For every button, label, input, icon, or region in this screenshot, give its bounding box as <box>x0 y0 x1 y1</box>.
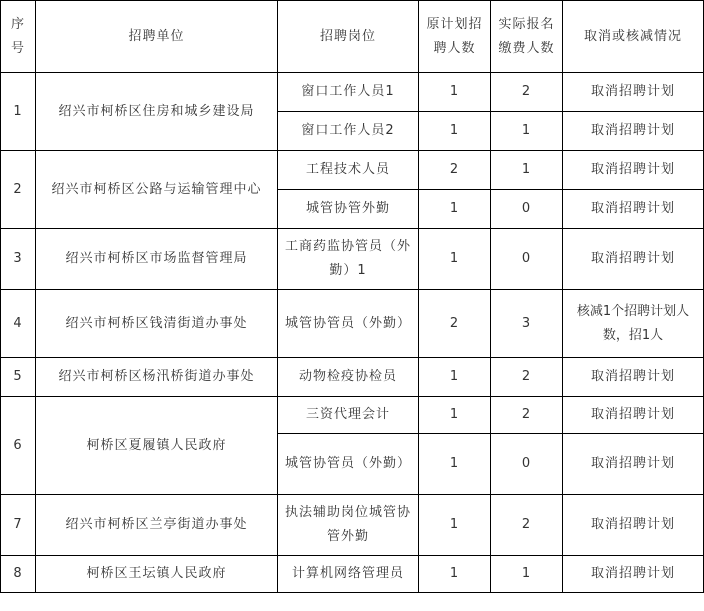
cell-position: 工程技术人员 <box>278 151 419 190</box>
cell-status: 取消招聘计划 <box>563 229 704 290</box>
header-planned: 原计划招聘人数 <box>419 1 491 73</box>
header-unit: 招聘单位 <box>36 1 278 73</box>
cell-actual: 1 <box>491 151 563 190</box>
cell-position: 工商药监协管员（外勤）1 <box>278 229 419 290</box>
cell-actual: 3 <box>491 290 563 358</box>
cell-unit: 绍兴市柯桥区杨汛桥街道办事处 <box>36 358 278 397</box>
cell-status: 核减1个招聘计划人数，招1人 <box>563 290 704 358</box>
cell-seq: 8 <box>1 556 36 593</box>
cell-planned: 1 <box>419 495 491 556</box>
cell-actual: 2 <box>491 495 563 556</box>
cell-status: 取消招聘计划 <box>563 434 704 495</box>
cell-seq: 4 <box>1 290 36 358</box>
table-row <box>1 151 704 190</box>
header-position: 招聘岗位 <box>278 1 419 73</box>
table-row <box>1 358 704 397</box>
cell-unit: 绍兴市柯桥区兰亭街道办事处 <box>36 495 278 556</box>
cell-unit: 柯桥区夏履镇人民政府 <box>36 397 278 495</box>
cell-status: 取消招聘计划 <box>563 556 704 593</box>
cell-planned: 2 <box>419 151 491 190</box>
cell-position: 计算机网络管理员 <box>278 556 419 593</box>
cell-seq: 1 <box>1 73 36 151</box>
cell-planned: 1 <box>419 73 491 112</box>
cell-seq: 2 <box>1 151 36 229</box>
cell-position: 城管协管员（外勤） <box>278 434 419 495</box>
cell-planned: 1 <box>419 556 491 593</box>
cell-unit: 绍兴市柯桥区公路与运输管理中心 <box>36 151 278 229</box>
cell-status: 取消招聘计划 <box>563 358 704 397</box>
table-row <box>1 397 704 434</box>
cell-position: 三资代理会计 <box>278 397 419 434</box>
cell-actual: 1 <box>491 556 563 593</box>
table-row <box>1 73 704 112</box>
cell-status: 取消招聘计划 <box>563 495 704 556</box>
table-row <box>1 290 704 358</box>
cell-actual: 1 <box>491 112 563 151</box>
cell-position: 窗口工作人员1 <box>278 73 419 112</box>
cell-seq: 6 <box>1 397 36 495</box>
cell-position: 城管协管员（外勤） <box>278 290 419 358</box>
cell-actual: 2 <box>491 73 563 112</box>
cell-status: 取消招聘计划 <box>563 151 704 190</box>
cell-planned: 1 <box>419 190 491 229</box>
cell-position: 执法辅助岗位城管协管外勤 <box>278 495 419 556</box>
cell-unit: 柯桥区王坛镇人民政府 <box>36 556 278 593</box>
cell-actual: 0 <box>491 229 563 290</box>
cell-planned: 1 <box>419 229 491 290</box>
header-actual: 实际报名缴费人数 <box>491 1 563 73</box>
table-row <box>1 495 704 556</box>
cell-unit: 绍兴市柯桥区钱清街道办事处 <box>36 290 278 358</box>
cell-actual: 2 <box>491 358 563 397</box>
cell-status: 取消招聘计划 <box>563 190 704 229</box>
cell-actual: 0 <box>491 190 563 229</box>
table-row <box>1 556 704 593</box>
cell-position: 动物检疫协检员 <box>278 358 419 397</box>
cell-status: 取消招聘计划 <box>563 397 704 434</box>
cell-seq: 5 <box>1 358 36 397</box>
cell-unit: 绍兴市柯桥区市场监督管理局 <box>36 229 278 290</box>
cell-actual: 2 <box>491 397 563 434</box>
cell-status: 取消招聘计划 <box>563 112 704 151</box>
table-header-row <box>1 1 704 73</box>
cell-seq: 3 <box>1 229 36 290</box>
table-row <box>1 229 704 290</box>
cell-planned: 1 <box>419 434 491 495</box>
cell-actual: 0 <box>491 434 563 495</box>
cell-planned: 1 <box>419 397 491 434</box>
cell-planned: 2 <box>419 290 491 358</box>
cell-seq: 7 <box>1 495 36 556</box>
header-seq: 序号 <box>1 1 36 73</box>
cell-status: 取消招聘计划 <box>563 73 704 112</box>
header-status: 取消或核减情况 <box>563 1 704 73</box>
cell-planned: 1 <box>419 112 491 151</box>
cell-position: 城管协管外勤 <box>278 190 419 229</box>
cell-position: 窗口工作人员2 <box>278 112 419 151</box>
cell-unit: 绍兴市柯桥区住房和城乡建设局 <box>36 73 278 151</box>
cell-planned: 1 <box>419 358 491 397</box>
